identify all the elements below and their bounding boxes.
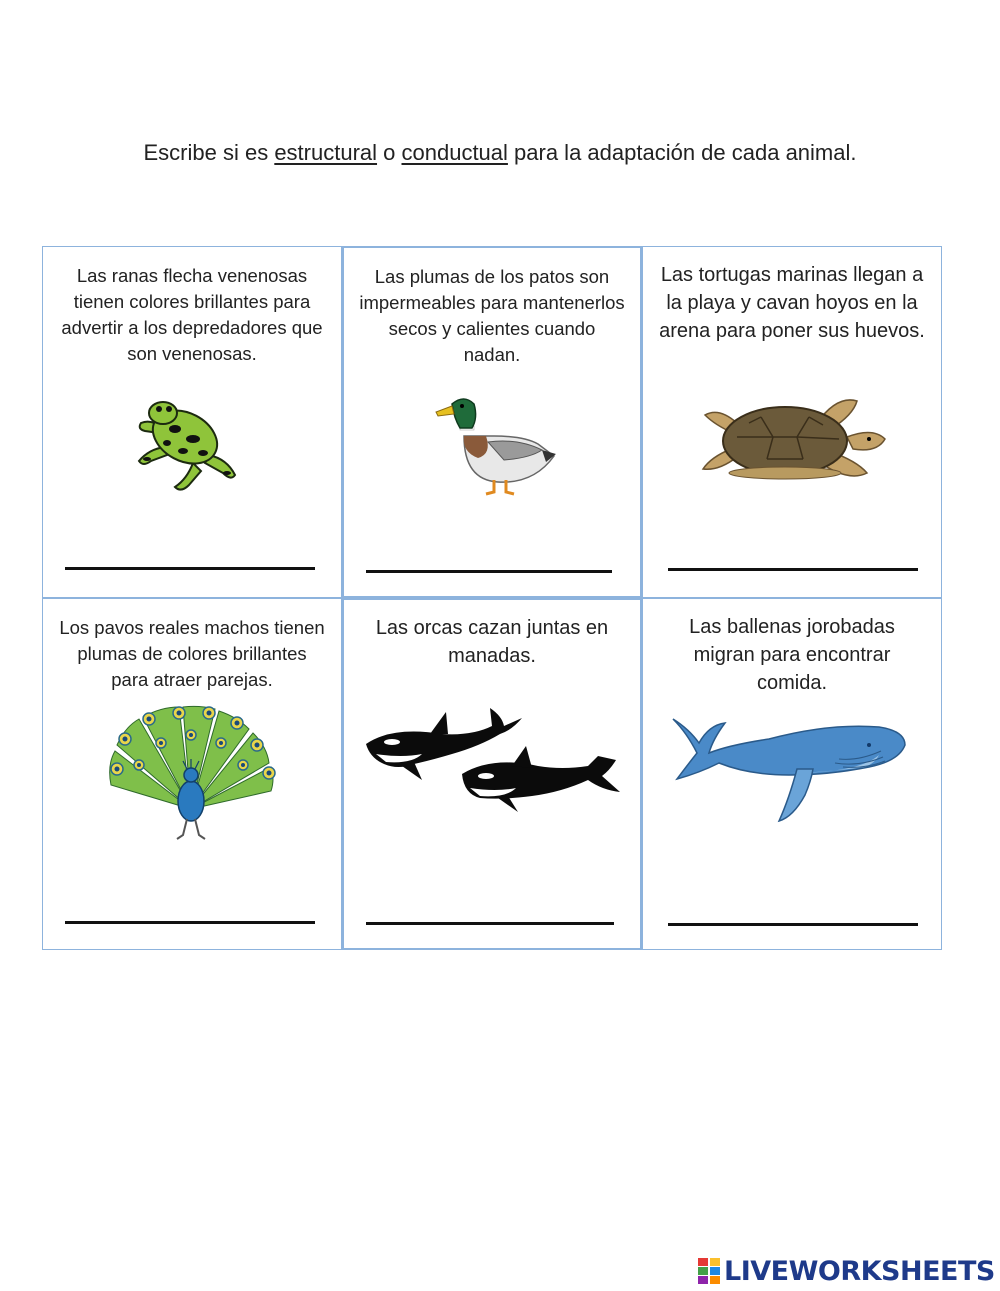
answer-line[interactable] [65, 921, 315, 924]
card-sea-turtle [642, 246, 942, 598]
sea-turtle-icon [697, 393, 889, 493]
card-description: Las ranas flecha venenosas tienen colores brillantes para advertir a los depredadores que son venenosas. [61, 265, 323, 364]
card-description: Las plumas de los patos son impermeables para mantenerlos secos y calientes cuando nadan. [359, 266, 625, 365]
answer-line[interactable] [668, 923, 918, 926]
card-duck [342, 246, 642, 598]
answer-line[interactable] [65, 567, 315, 570]
card-poison-frog [42, 246, 342, 598]
poison-dart-frog-icon [131, 389, 251, 495]
keyword-estructural: estructural [274, 140, 378, 165]
keyword-conductual: conductual [401, 140, 508, 165]
humpback-whale-icon [669, 703, 909, 833]
card-humpback-whale [642, 598, 942, 950]
duck-icon [434, 392, 560, 496]
peacock-icon [103, 705, 279, 841]
liveworksheets-logo [698, 1256, 995, 1286]
answer-line[interactable] [366, 922, 614, 925]
orcas-icon [362, 704, 628, 834]
instruction-text: Escribe si es estructural o conductual para la adaptación de cada animal. [143, 140, 857, 165]
card-description: Los pavos reales machos tienen plumas de colores brillantes para atraer parejas. [59, 617, 325, 690]
answer-line[interactable] [668, 568, 918, 571]
answer-line[interactable] [366, 570, 612, 573]
card-orcas [342, 598, 642, 950]
card-description: Las ballenas jorobadas migran para encontrar comida. [689, 616, 895, 694]
brand-name: LIVEWORKSHEETS [724, 1255, 995, 1287]
liveworksheets-logo-icon [698, 1258, 720, 1284]
card-description: Las tortugas marinas llegan a la playa y cavan hoyos en la arena para poner sus huevos. [659, 264, 925, 342]
card-description: Las orcas cazan juntas en manadas. [375, 617, 609, 667]
card-peacock [42, 598, 342, 950]
